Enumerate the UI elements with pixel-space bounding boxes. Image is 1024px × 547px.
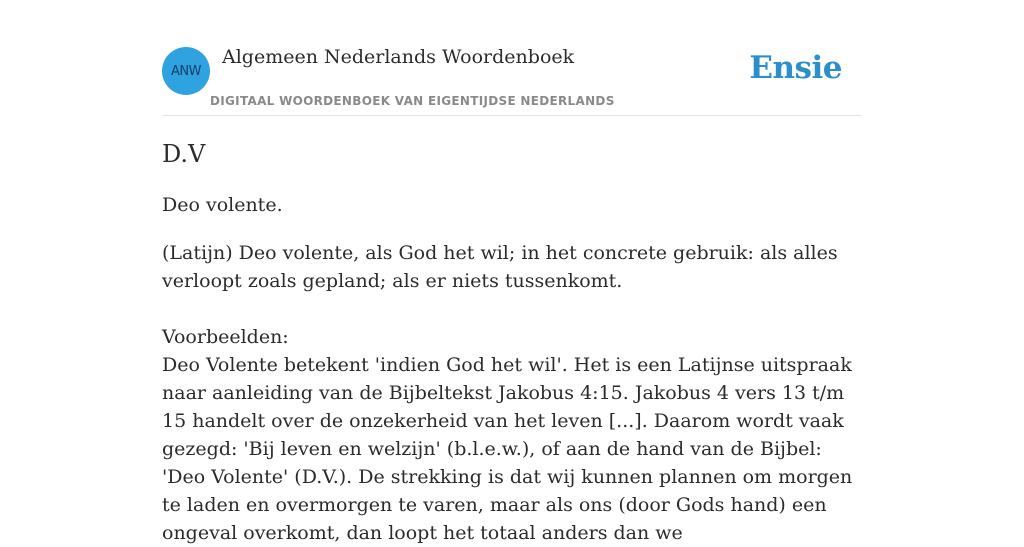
source-header	[162, 0, 862, 116]
source-title[interactable]: Algemeen Nederlands Woordenboek	[222, 46, 575, 68]
entry-term: D.V	[162, 140, 206, 168]
ensie-logo[interactable]: Ensie	[749, 50, 842, 86]
source-subtitle: DIGITAAL WOORDENBOEK VAN EIGENTIJDSE NEDERLANDS	[210, 94, 615, 108]
anw-logo[interactable]: ANW	[162, 47, 210, 95]
long-definition: (Latijn) Deo volente, als God het wil; in het concrete gebruik: als alles verloopt zoals gepland; als er niets tussenkomt.	[162, 242, 838, 292]
short-definition: Deo volente.	[162, 194, 283, 216]
examples-text: Deo Volente betekent 'indien God het wil'. Het is een Latijnse uitspraak naar aanleiding van de Bijbeltekst Jakobus 4:15. Jakobus 4 vers 13 t/m 15 handelt over de onzekerheid van het leven [...]. Daarom wordt vaak gezegd: 'Bij leven en welzijn' (b.l.e.w.), of aan de hand van de Bijbel: 'Deo Volente' (D.V.). De strekking is dat wij kunnen plannen om morgen te laden en overmorgen te varen, maar als ons (door Gods hand) een ongeval overkomt, dan loopt het totaal anders dan we	[162, 354, 853, 544]
entry-page	[162, 0, 862, 544]
examples-label: Voorbeelden:	[162, 326, 289, 348]
